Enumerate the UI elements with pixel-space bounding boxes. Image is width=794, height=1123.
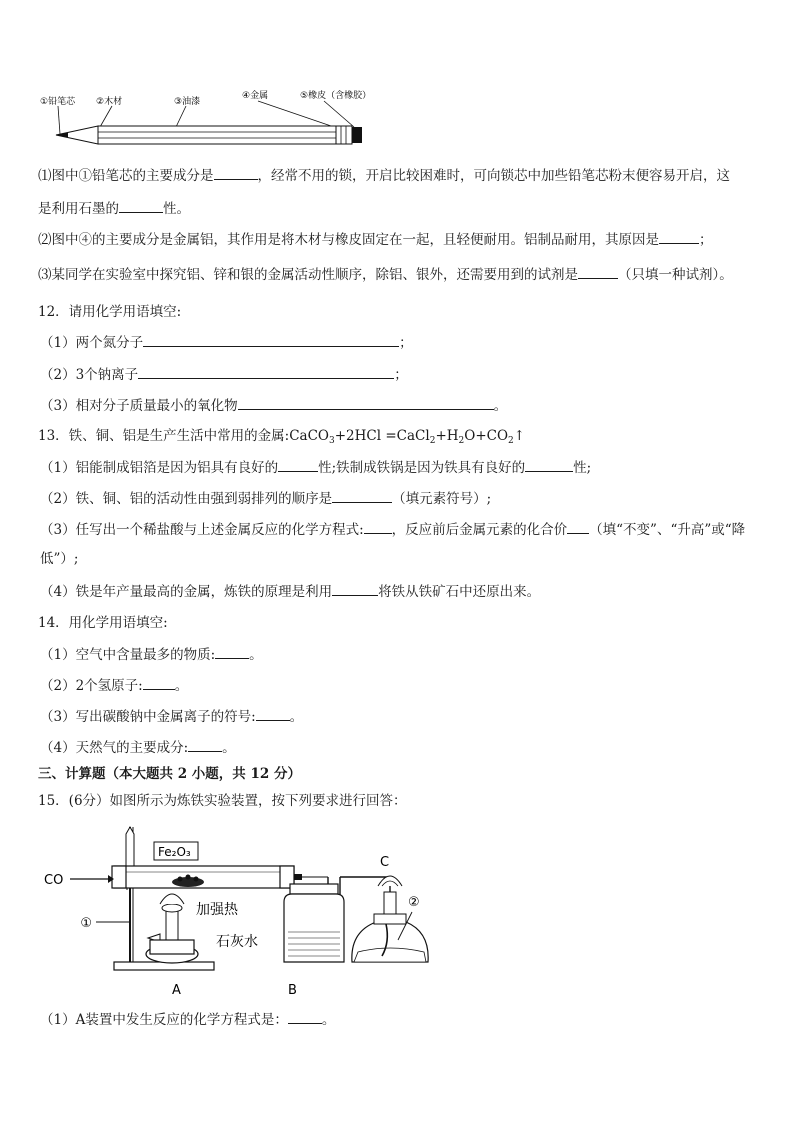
q14-item2: （2）2个氢原子: 。 [40,678,189,694]
q12-item1: （1）两个氮分子 ； [40,335,413,351]
q14-title: 14．用化学用语填空: [38,615,168,631]
apparatus-label-c: C [380,855,390,870]
q11-part2: ⑵图中④的主要成分是金属铝，其作用是将木材与橡皮固定在一起，且轻便耐用。铝制品耐用，其原因是 ； [38,232,713,248]
ironmaking-apparatus-figure [40,822,440,1002]
q13-title: 13．铁、铜、铝是生产生活中常用的金属:CaCO$_3$+2HCl $=CaCl_2+H_2O+CO_2↑$ [38,428,526,446]
q15-item1: （1）A装置中发生反应的化学方程式是： 。 [40,1012,336,1028]
q12-item2: （2）3个钠离子 ； [40,367,408,383]
answer-blank[interactable] [143,676,175,690]
q15-title: 15．(6分）如图所示为炼铁实验装置，按下列要求进行回答： [38,793,407,809]
q13-item3-line2: 低”）; [40,551,79,567]
answer-blank[interactable] [332,489,392,503]
apparatus-label-a: A [172,983,181,998]
apparatus-fe2o3: Fe₂O₃ [158,845,191,859]
pencil-label-paint: ③油漆 [174,97,201,107]
answer-blank[interactable] [143,333,399,347]
section-title: 三、计算题（本大题共 2 小题，共 12 分） [38,766,301,782]
q11-part3: ⑶某同学在实验室中探究铝、锌和银的金属活动性顺序，除铝、银外，还需要用到的试剂是 （只填一种试剂）。 [38,267,733,283]
q12-title: 12．请用化学用语填空: [38,304,182,320]
answer-blank[interactable] [364,520,392,534]
q11-part1-line2: 是利用石墨的 性。 [38,201,190,217]
q12-item3: （3）相对分子质量最小的氧化物 。 [40,398,508,414]
answer-blank[interactable] [578,265,618,279]
apparatus-label-1: ① [80,916,92,931]
answer-blank[interactable] [238,396,494,410]
q14-item4: （4）天然气的主要成分: 。 [40,740,236,756]
q13-item1: （1）铝能制成铝箔是因为铝具有良好的 性;铁制成铁锅是因为铁具有良好的 性; [40,460,592,476]
q13-item3-line1: （3）任写出一个稀盐酸与上述金属反应的化学方程式: ，反应前后金属元素的化合价 （填“不变”、“升高”或“降 [40,522,746,538]
apparatus-label-b: B [288,983,297,998]
q14-item3: （3）写出碳酸钠中金属离子的符号: 。 [40,709,304,725]
q13-item4: （4）铁是年产量最高的金属，炼铁的原理是利用 将铁从铁矿石中还原出来。 [40,584,541,600]
answer-blank[interactable] [138,365,394,379]
answer-blank[interactable] [188,738,222,752]
apparatus-co: CO [44,873,64,888]
pencil-label-eraser: ⑤橡皮（含橡胶） [300,91,372,101]
q13-item2: （2）铁、铜、铝的活动性由强到弱排列的顺序是 （填元素符号）; [40,491,492,507]
apparatus-label-2: ② [408,895,420,910]
pencil-figure [36,88,376,148]
answer-blank[interactable] [332,582,378,596]
answer-blank[interactable] [256,707,290,721]
answer-blank[interactable] [525,458,573,472]
answer-blank[interactable] [119,199,163,213]
pencil-label-wood: ②木材 [96,97,123,107]
answer-blank[interactable] [567,520,589,534]
apparatus-heat: 加强热 [196,902,238,918]
answer-blank[interactable] [215,645,249,659]
pencil-label-lead: ①铅笔芯 [40,97,76,107]
pencil-label-metal: ④金属 [242,91,269,101]
answer-blank[interactable] [659,230,699,244]
apparatus-limewater: 石灰水 [216,934,258,950]
answer-blank[interactable] [288,1010,322,1024]
answer-blank[interactable] [214,166,258,180]
q14-item1: （1）空气中含量最多的物质: 。 [40,647,263,663]
answer-blank[interactable] [278,458,318,472]
q11-part1-line1: ⑴图中①铅笔芯的主要成分是 ，经常不用的锁，开启比较困难时，可向锁芯中加些铅笔芯粉末便容易开启，这 [38,168,730,184]
